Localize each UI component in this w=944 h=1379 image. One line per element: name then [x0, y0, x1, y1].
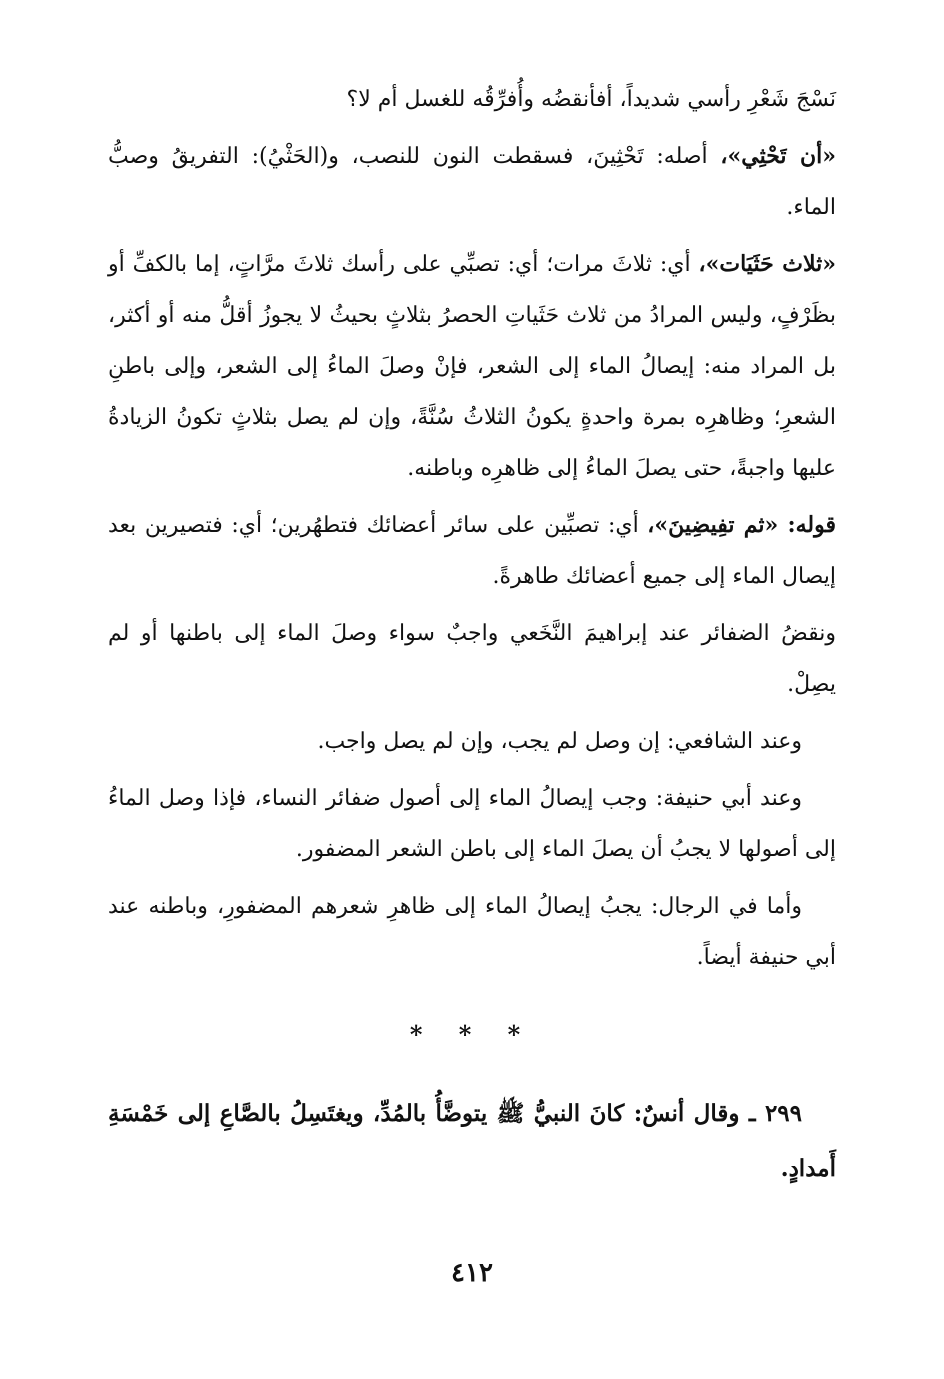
paragraph-3 [108, 239, 836, 494]
paragraph-4-text: أي: تصبِّين على سائر أعضائك فتطهُرين؛ أي: فتصيرين بعد إيصال الماء إلى جميع أعضائك طاهرةً. [108, 513, 836, 589]
page-number: ٤١٢ [451, 1258, 493, 1288]
paragraph-2-text: أصله: تَحْثِينَ، فسقطت النون للنصب، و(الحَثْيُ): التفريقُ وصبُّ الماء. [108, 144, 836, 220]
paragraph-2-term: «أن تَحْثِي»، [720, 143, 836, 169]
paragraph-3-term: «ثلاث حَثَيَات»، [698, 251, 836, 277]
paragraph-5-text: ونقضُ الضفائر عند إبراهيمَ النَّخَعي واجبٌ سواء وصلَ الماء إلى باطنها أو لم يصِلْ. [108, 621, 836, 697]
paragraph-8-text: وأما في الرجال: يجبُ إيصالُ الماء إلى ظاهرِ شعرهم المضفورِ، وباطنه عند أبي حنيفة أيضاً. [108, 894, 836, 970]
paragraph-1 [108, 74, 836, 125]
paragraph-7 [108, 773, 836, 875]
paragraph-6-text: وعند الشافعي: إن وصل لم يجب، وإن لم يصل واجب. [317, 729, 802, 754]
paragraph-4-term: قوله: «ثم تفِيضِينَ»، [647, 512, 836, 538]
paragraph-6 [108, 716, 836, 767]
paragraph-3-text: أي: ثلاثَ مرات؛ أي: تصبِّي على رأسك ثلاثَ مرَّاتٍ، إما بالكفِّ أو بظَرْفٍ، وليس المرادُ من ثلاث حَثَياتِ الحصرُ بثلاثٍ بحيثُ لا يجوزُ أقلُّ منه أو أكثر، بل المراد منه: إيصالُ الماء إلى الشعر، فإنْ وصلَ الماءُ إلى الشعر، وإلى باطنِ الشعرِ؛ وظاهرِه بمرة واحدةٍ يكونُ الثلاثُ سُنَّةً، وإن لم يصل بثلاثٍ تكونُ الزيادةُ عليها واجبةً، حتى يصلَ الماءُ إلى ظاهرِه وباطنه. [108, 252, 836, 481]
section-separator: * * * [409, 1020, 535, 1049]
paragraph-7-text: وعند أبي حنيفة: وجب إيصالُ الماء إلى أصول ضفائر النساء، فإذا وصل الماءُ إلى أصولها لا يجبُ أن يصلَ الماء إلى باطن الشعر المضفور. [108, 786, 836, 862]
paragraph-4 [108, 500, 836, 602]
paragraph-5 [108, 608, 836, 710]
paragraph-2 [108, 131, 836, 233]
hadith-299: ٢٩٩ ـ وقال أنسٌ: كانَ النبيُّ ﷺ يتوضَّأُ بالمُدِّ، ويغتَسِلُ بالصَّاعِ إلى خَمْسَةِ أَمدادٍ. [108, 1100, 836, 1182]
page-body [108, 74, 836, 1202]
paragraph-1-text: نَسْجَ شَعْرِ رأسي شديداً، أفأنقضُه وأُفرِّقُه للغسل أم لا؟ [346, 87, 836, 112]
paragraph-8 [108, 881, 836, 983]
